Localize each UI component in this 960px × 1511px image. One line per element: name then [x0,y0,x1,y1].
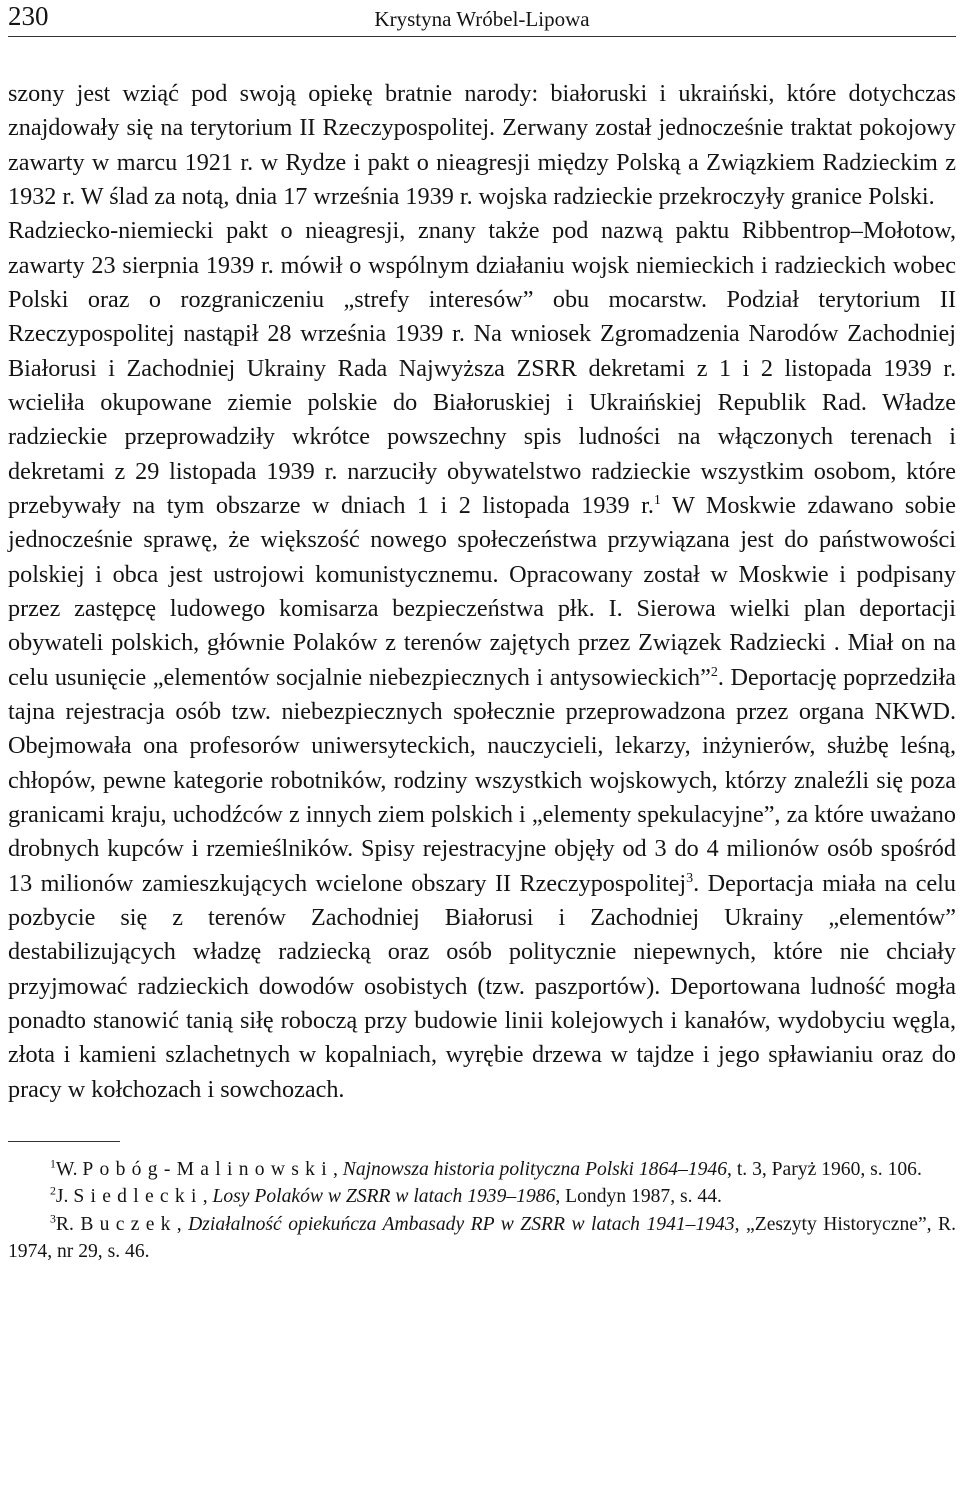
footnote-separator: , [332,1158,343,1180]
document-page [8,0,956,1265]
footnote-ref-3: 3 [686,869,694,886]
footnote-mark: 1 [50,1157,56,1171]
footnote-3 [8,1211,956,1266]
footnote-title: Najnowsza historia polityczna Polski 1864–1946 [342,1158,728,1180]
footnote-author: Pobóg-Malinowski [82,1158,333,1180]
footnote-author-initial: J. [55,1186,74,1208]
footnote-ref-1: 1 [653,491,661,508]
footnote-mark: 2 [50,1184,56,1198]
paragraph-2-text-b: W Moskwie zdawano sobie jednocześnie sprawę, że większość nowego społeczeństwa przywiązana jest do państwowości polskiej i obca jest ustrojowi komunistycznemu. Opracowany został w Moskwie i podpisany przez zastępcę ludowego komisarza bezpieczeństwa płk. I. Sierowa wielki plan deportacji obywateli polskich, głównie Polaków z terenów zajętych przez Związek Radziecki . Miał on na celu usunięcie „elementów socjalnie niebezpiecznych i antysowieckich” [8,491,956,691]
running-head: Krystyna Wróbel-Lipowa [374,7,590,31]
footnote-2 [8,1183,956,1210]
footnote-1 [8,1156,956,1183]
footnote-mark: 3 [50,1212,56,1226]
footnote-title: Losy Polaków w ZSRR w latach 1939–1986 [212,1186,556,1208]
paragraph-2-text-d: . Deportacja miała na celu pozbycie się z terenów Zachodniej Białorusi i Zachodniej Ukrainy „elementów” destabilizujących władzę radziecką oraz osób politycznie niepewnych, które nie chciały przyjmować radzieckich dowodów osobistych (tzw. paszportów). Deportowana ludność mogła ponadto stanowić tanią siłę roboczą przy budowie linii kolejowych i kanałów, wydobyciu węgla, złota i kamieni szlachetnych w kopalniach, wyrębie drzewa w tajdze i jego spławianiu oraz do pracy w kołchozach i sowchozach. [8,869,956,1103]
paragraph-2-text-c: . Deportację poprzedziła tajna rejestracja osób tzw. niebezpiecznych społecznie przeprowadzona przez organa NKWD. Obejmowała ona profesorów uniwersyteckich, nauczycieli, lekarzy, inżynierów, służbę leśną, chłopów, pewne kategorie robotników, rodziny wszystkich wojskowych, którzy znaleźli się poza granicami kraju, uchodźców z innych ziem polskich i „elementy spekulacyjne”, za które uważano drobnych kupców i rzemieślników. Spisy rejestracyjne objęły od 3 do 4 milionów osób spośród 13 milionów zamieszkujących wcielone obszary II Rzeczypospolitej [8,663,956,897]
paragraph-2-text-a: Radziecko-niemiecki pakt o nieagresji, znany także pod nazwą paktu Ribbentrop–Mołotow, zawarty 23 sierpnia 1939 r. mówił o wspólnym działaniu wojsk niemieckich i radzieckich wobec Polski oraz o rozgraniczeniu „strefy interesów” obu mocarstw. Podział terytorium II Rzeczypospolitej nastąpił 28 września 1939 r. Na wniosek Zgromadzenia Narodów Zachodniej Białorusi i Zachodniej Ukrainy Rada Najwyższa ZSRR dekretami z 1 i 2 listopada 1939 r. wcieliła okupowane ziemie polskie do Białoruskiej i Ukraińskiej Republik Rad. Władze radzieckie przeprowadziły wkrótce powszechny spis ludności na włączonych terenach i dekretami z 29 listopada 1939 r. narzuciły obywatelstwo radzieckie wszystkim osobom, które przebywały na tym obszarze w dniach 1 i 2 listopada 1939 r. [8,217,956,519]
page-header [8,0,956,37]
body-text [8,77,956,1107]
footnote-rule [8,1141,120,1142]
footnote-details: , Londyn 1987, s. 44. [555,1186,722,1208]
footnote-separator: , [176,1213,189,1235]
footnotes [8,1156,956,1266]
footnote-author-initial: W. [55,1158,83,1180]
footnote-author-initial: R. [55,1213,81,1235]
page-number: 230 [8,1,49,31]
footnote-separator: , [202,1186,213,1208]
paragraph-1: szony jest wziąć pod swoją opiekę bratnie narody: białoruski i ukraiński, które dotychczas znajdowały się na terytorium II Rzeczypospolitej. Zerwany został jednocześnie traktat pokojowy zawarty w marcu 1921 r. w Rydze i pakt o nieagresji między Polską a Związkiem Radzieckim z 1932 r. W ślad za notą, dnia 17 września 1939 r. wojska radzieckie przekroczyły granice Polski. [8,80,956,210]
footnote-title: Działalność opiekuńcza Ambasady RP w ZSRR w latach 1941–1943 [188,1213,735,1235]
paragraph-2 [8,214,956,1107]
footnote-ref-2: 2 [710,663,718,680]
footnote-details: , „Zeszyty Historyczne”, R. 1974, nr 29, s. 46. [8,1213,956,1263]
footnote-author: Siedlecki [73,1186,203,1208]
footnote-author: Buczek [80,1213,177,1235]
footnote-details: , t. 3, Paryż 1960, s. 106. [727,1158,922,1180]
